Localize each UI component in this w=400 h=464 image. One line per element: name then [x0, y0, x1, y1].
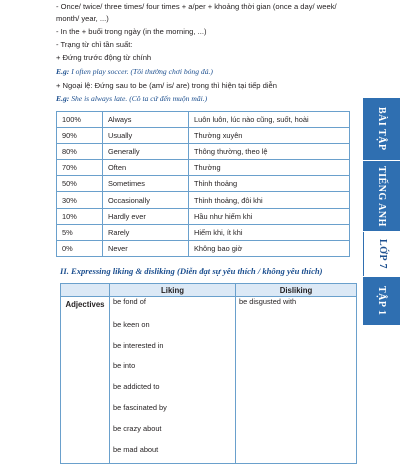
percent-cell: 10%	[57, 208, 103, 224]
percent-cell: 30%	[57, 192, 103, 208]
list-item: be keen on	[113, 319, 150, 329]
example-label: E.g:	[56, 94, 70, 103]
adverb-cell: Always	[103, 112, 189, 128]
meaning-cell: Luôn luôn, lúc nào cũng, suốt, hoài	[189, 112, 350, 128]
liking-header: Liking	[110, 284, 236, 297]
adverb-cell: Hardly ever	[103, 208, 189, 224]
meaning-cell: Thường xuyên	[189, 128, 350, 144]
note-line-in-the: - In the + buổi trong ngày (in the morning, ...)	[56, 27, 207, 36]
adverb-cell: Sometimes	[103, 176, 189, 192]
side-tab-tieng-anh: TIẾNG ANH	[363, 161, 400, 231]
adverb-cell: Occasionally	[103, 192, 189, 208]
table-row	[57, 224, 350, 240]
list-item: be fond of	[113, 297, 146, 306]
meaning-cell: Hầu như hiếm khi	[189, 208, 350, 224]
percent-cell: 90%	[57, 128, 103, 144]
note-line-exception: + Ngoại lệ: Đứng sau to be (am/ is/ are) trong thì hiện tại tiếp diễn	[56, 81, 277, 90]
side-tab-tap: TẬP 1	[363, 277, 400, 325]
percent-cell: 5%	[57, 224, 103, 240]
disliking-header: Disliking	[236, 284, 357, 297]
table-header-row	[61, 284, 357, 297]
frequency-table	[56, 111, 350, 257]
table-row	[57, 160, 350, 176]
list-item: be disgusted with	[239, 297, 297, 306]
meaning-cell: Hiếm khi, ít khi	[189, 224, 350, 240]
note-line-frequency-examples: month/ year, ...)	[56, 14, 109, 23]
side-tab-bai-tap: BÀI TẬP	[363, 98, 400, 160]
list-item: be mad about	[113, 444, 159, 454]
category-cell: Adjectives	[61, 297, 110, 464]
adverb-cell: Usually	[103, 128, 189, 144]
adverb-cell: Never	[103, 240, 189, 256]
example-text: I often play soccer. (Tôi thường chơi bóng đá.)	[71, 67, 213, 76]
adverb-cell: Generally	[103, 144, 189, 160]
list-item: be into	[113, 361, 136, 371]
adverb-cell: Often	[103, 160, 189, 176]
section-title: II. Expressing liking & disliking (Diễn đạt sự yêu thích / không yêu thích)	[60, 266, 323, 276]
disliking-cell	[236, 297, 357, 464]
table-row	[57, 192, 350, 208]
liking-disliking-table	[60, 283, 357, 464]
percent-cell: 100%	[57, 112, 103, 128]
example-text: She is always late. (Cô ta cứ đến muộn mãi.)	[71, 94, 208, 103]
table-row	[61, 297, 357, 464]
example-line-1	[56, 67, 213, 77]
list-item: be addicted to	[113, 382, 160, 392]
note-line-before-verb: + Đứng trước động từ chính	[56, 53, 152, 62]
percent-cell: 70%	[57, 160, 103, 176]
table-row	[57, 208, 350, 224]
list-item: be interested in	[113, 340, 164, 350]
note-line-adverbs: - Trạng từ chỉ tần suất:	[56, 40, 133, 49]
adverb-cell: Rarely	[103, 224, 189, 240]
note-line-frequency-formula: - Once/ twice/ three times/ four times + a/per + khoảng thời gian (once a day/ week/	[56, 2, 337, 11]
table-row	[57, 112, 350, 128]
list-item: be crazy about	[113, 423, 162, 433]
meaning-cell: Thường	[189, 160, 350, 176]
meaning-cell: Thỉnh thoảng, đôi khi	[189, 192, 350, 208]
table-row	[57, 240, 350, 256]
table-row	[57, 128, 350, 144]
empty-header-cell	[61, 284, 110, 297]
percent-cell: 0%	[57, 240, 103, 256]
meaning-cell: Thỉnh thoảng	[189, 176, 350, 192]
example-line-2	[56, 94, 207, 104]
meaning-cell: Không bao giờ	[189, 240, 350, 256]
example-label: E.g:	[56, 67, 70, 76]
table-row	[57, 176, 350, 192]
percent-cell: 50%	[57, 176, 103, 192]
liking-cell	[110, 297, 236, 464]
meaning-cell: Thông thường, theo lệ	[189, 144, 350, 160]
list-item: be fascinated by	[113, 402, 167, 412]
side-tab-lop: LỚP 7	[363, 232, 400, 276]
percent-cell: 80%	[57, 144, 103, 160]
table-row	[57, 144, 350, 160]
